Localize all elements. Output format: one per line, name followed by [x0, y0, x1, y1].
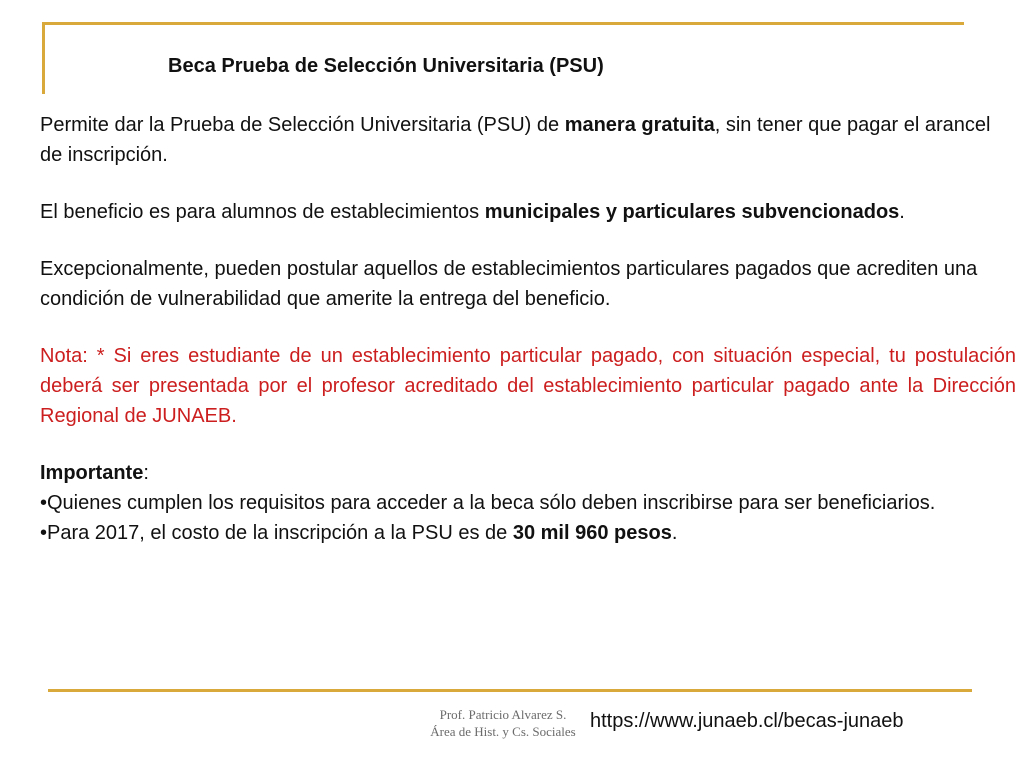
- important-bullet-2-text-end: .: [671, 522, 678, 544]
- paragraph-free-test-text: Permite dar la Prueba de Selección Universitaria (PSU) de: [40, 114, 565, 136]
- author-credit-area: Área de Hist. y Cs. Sociales: [430, 724, 576, 739]
- author-credit: [418, 706, 588, 740]
- important-heading: [40, 458, 1016, 488]
- slide-body: [40, 110, 1016, 548]
- important-heading-label: Importante: [40, 462, 144, 484]
- note-paragraph: Nota: * Si eres estudiante de un establecimiento particular pagado, con situación especial, tu postulación deberá ser presentada por el profesor acreditado del establecimiento particular pagado ante la Dirección Regional de JUNAEB.: [40, 345, 1016, 427]
- frame-bottom-line: [48, 689, 972, 692]
- frame-left-line: [42, 22, 45, 94]
- important-bullet-2-cost: 30 mil 960 pesos: [512, 522, 672, 544]
- paragraph-beneficiaries: [40, 197, 1016, 227]
- important-section: [40, 458, 1016, 548]
- paragraph-free-test: [40, 110, 1016, 170]
- paragraph-free-test-text-end: , sin tener que pagar el arancel de inscripción.: [40, 114, 991, 166]
- paragraph-beneficiaries-text-end: .: [899, 201, 905, 223]
- slide-title: Beca Prueba de Selección Universitaria (PSU): [168, 55, 604, 77]
- important-bullet-2: [40, 518, 1016, 548]
- paragraph-free-test-emphasis: manera gratuita: [564, 114, 715, 136]
- author-credit-name: Prof. Patricio Alvarez S.: [439, 707, 567, 722]
- junaeb-link[interactable]: https://www.junaeb.cl/becas-junaeb: [590, 710, 904, 732]
- paragraph-beneficiaries-emphasis: municipales y particulares subvencionados: [484, 201, 900, 223]
- important-bullet-1: •Quienes cumplen los requisitos para acceder a la beca sólo deben inscribirse para ser beneficiarios.: [40, 492, 936, 514]
- paragraph-beneficiaries-text: El beneficio es para alumnos de establecimientos: [40, 201, 485, 223]
- paragraph-exception: Excepcionalmente, pueden postular aquellos de establecimientos particulares pagados que acrediten una condición de vulnerabilidad que amerite la entrega del beneficio.: [40, 258, 978, 310]
- important-heading-colon: :: [143, 462, 149, 484]
- important-bullet-2-text: •Para 2017, el costo de la inscripción a la PSU es de: [40, 522, 513, 544]
- frame-top-line: [42, 22, 964, 25]
